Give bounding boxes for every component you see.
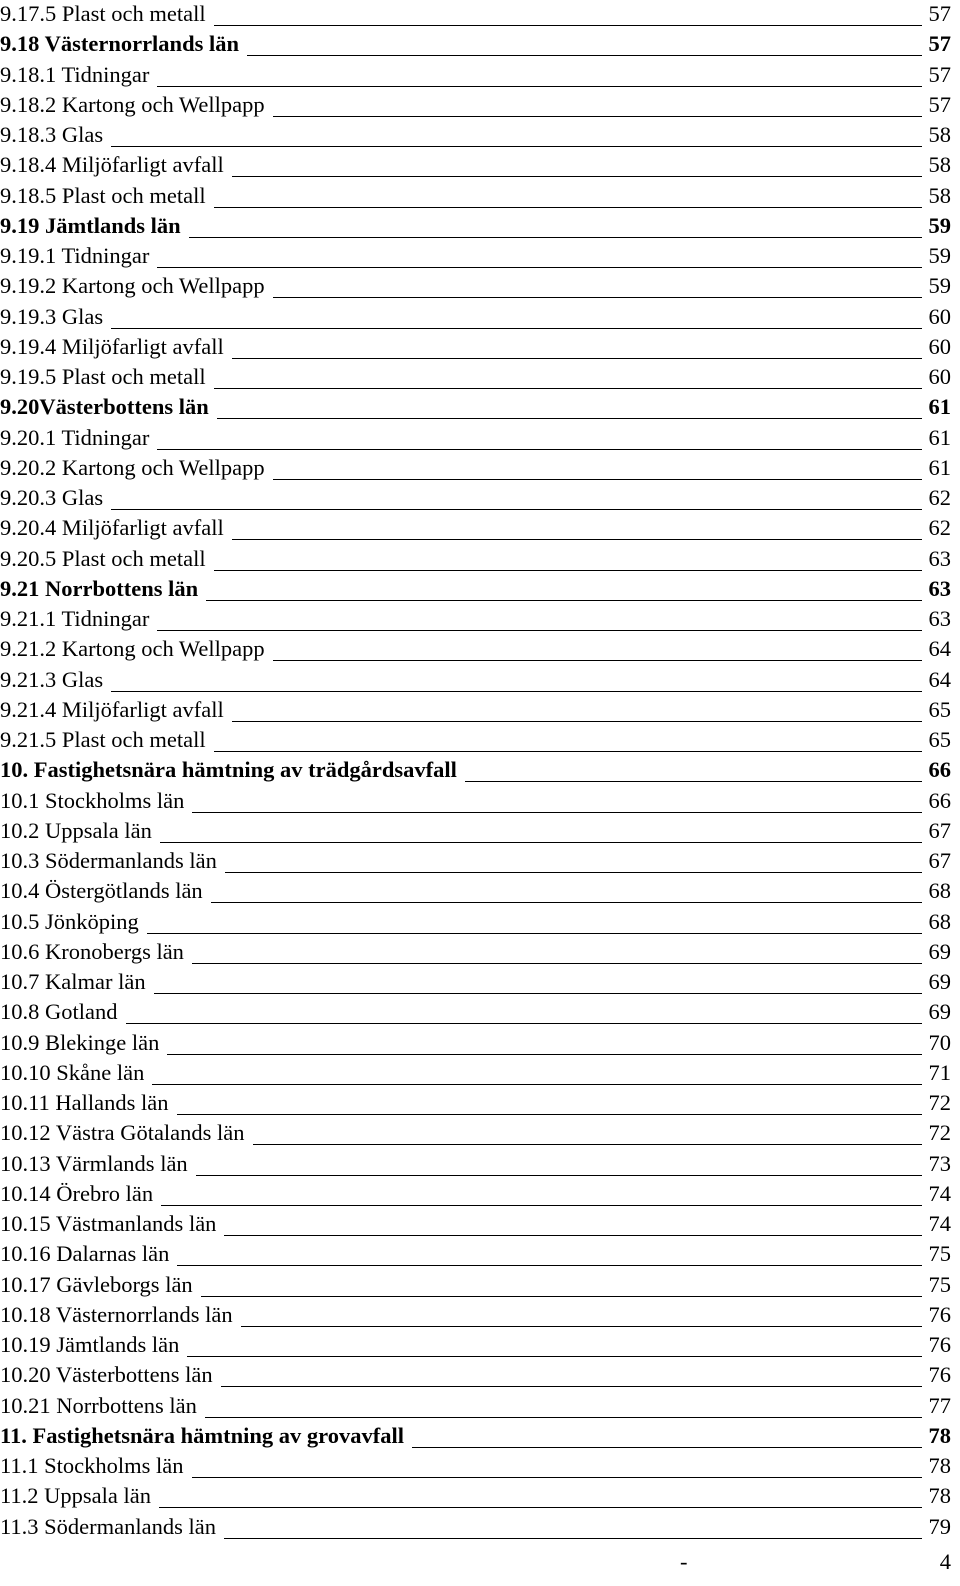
toc-entry-page: 58 [928, 122, 951, 147]
toc-leader-line [225, 872, 922, 873]
toc-entry-label: 11.1 Stockholms län [0, 1453, 184, 1478]
toc-entry[interactable] [0, 212, 951, 242]
toc-entry-label: 9.20.4 Miljöfarligt avfall [0, 515, 224, 541]
toc-entry-label: 9.19.3 Glas [0, 303, 104, 329]
toc-entry-label: 9.20.5 Plast och metall [0, 545, 206, 571]
toc-leader-line [161, 1205, 922, 1206]
toc-leader-line [154, 993, 922, 994]
toc-entry-label: 9.19.5 Plast och metall [0, 364, 206, 389]
toc-entry-page: 74 [928, 1180, 951, 1206]
toc-entry[interactable] [0, 454, 951, 484]
toc-entry-page: 57 [928, 91, 951, 117]
toc-entry[interactable] [0, 363, 951, 393]
toc-entry-label: 10.18 Västernorrlands län [0, 1301, 233, 1327]
toc-leader-line [152, 1084, 922, 1085]
toc-entry-label: 10.15 Västmanlands län [0, 1211, 217, 1236]
toc-entry[interactable] [0, 1059, 951, 1089]
toc-leader-line [177, 1265, 922, 1266]
toc-entry-label: 10.1 Stockholms län [0, 787, 185, 813]
toc-entry[interactable] [0, 182, 951, 212]
toc-leader-line [253, 1144, 922, 1145]
toc-entry-label: 9.20.2 Kartong och Wellpapp [0, 454, 265, 480]
toc-leader-line [206, 600, 922, 601]
toc-entry[interactable] [0, 666, 951, 696]
toc-leader-line [465, 781, 922, 782]
toc-leader-line [232, 176, 922, 177]
toc-leader-line [241, 1326, 922, 1327]
toc-entry-page: 66 [928, 787, 951, 813]
toc-leader-line [214, 570, 922, 571]
toc-entry-label: 9.21.2 Kartong och Wellpapp [0, 636, 265, 662]
toc-entry-page: 74 [928, 1211, 951, 1236]
toc-entry-label: 9.19.1 Tidningar [0, 243, 150, 268]
toc-entry-label: 10.3 Södermanlands län [0, 848, 217, 873]
toc-entry-label: 9.20.1 Tidningar [0, 424, 150, 450]
toc-entry-label: 9.18 Västernorrlands län [0, 31, 239, 57]
toc-entry[interactable] [0, 938, 951, 968]
toc-entry[interactable] [0, 1482, 951, 1512]
toc-leader-line [224, 1538, 922, 1539]
toc-leader-line [159, 1507, 922, 1508]
toc-leader-line [214, 751, 922, 752]
toc-entry-page: 69 [928, 999, 951, 1025]
toc-entry[interactable] [0, 1119, 951, 1149]
toc-entry-label: 10.21 Norrbottens län [0, 1392, 197, 1418]
toc-leader-line [214, 25, 922, 26]
toc-entry-page: 61 [928, 424, 951, 450]
toc-entry-page: 64 [928, 666, 951, 692]
toc-entry-page: 65 [928, 727, 951, 752]
toc-entry[interactable] [0, 968, 951, 998]
toc-entry-page: 72 [928, 1090, 951, 1115]
toc-leader-line [214, 388, 922, 389]
toc-entry[interactable] [0, 91, 951, 121]
toc-leader-line [232, 539, 922, 540]
toc-entry[interactable] [0, 121, 951, 151]
toc-entry-label: 10.19 Jämtlands län [0, 1332, 180, 1357]
toc-entry-page: 61 [928, 454, 951, 480]
toc-entry-label: 10.6 Kronobergs län [0, 938, 184, 964]
footer-dash: - [680, 1549, 688, 1574]
toc-entry-page: 59 [928, 212, 951, 238]
toc-leader-line [147, 933, 922, 934]
toc-entry[interactable] [0, 1513, 951, 1543]
toc-leader-line [157, 86, 922, 87]
toc-entry[interactable] [0, 303, 951, 333]
toc-entry-label: 9.18.4 Miljöfarligt avfall [0, 152, 224, 178]
toc-entry-page: 57 [928, 1, 951, 26]
toc-leader-line [412, 1447, 922, 1448]
toc-entry-page: 60 [928, 303, 951, 329]
toc-entry-label: 9.17.5 Plast och metall [0, 1, 206, 26]
toc-entry-page: 63 [928, 545, 951, 571]
toc-leader-line [192, 1477, 922, 1478]
toc-entry-label: 10.13 Värmlands län [0, 1150, 188, 1176]
toc-entry[interactable] [0, 847, 951, 877]
toc-entry[interactable] [0, 484, 951, 514]
toc-entry[interactable] [0, 1422, 951, 1452]
toc-leader-line [214, 207, 922, 208]
toc-entry-page: 65 [928, 696, 951, 722]
toc-entry[interactable] [0, 817, 951, 847]
toc-leader-line [205, 1417, 922, 1418]
toc-entry-page: 78 [928, 1422, 951, 1448]
toc-entry-page: 76 [928, 1332, 951, 1357]
toc-entry-label: 11. Fastighetsnära hämtning av grovavfall [0, 1422, 404, 1448]
toc-entry-page: 62 [928, 515, 951, 541]
toc-entry-page: 68 [928, 878, 951, 904]
toc-entry-page: 62 [928, 485, 951, 510]
toc-entry[interactable] [0, 1301, 951, 1331]
toc-entry-label: 9.18.1 Tidningar [0, 61, 150, 87]
toc-entry[interactable] [0, 333, 951, 363]
toc-entry[interactable] [0, 1029, 951, 1059]
toc-entry-page: 68 [928, 908, 951, 934]
toc-entry-page: 79 [928, 1513, 951, 1539]
toc-entry-page: 72 [928, 1120, 951, 1146]
toc-leader-line [247, 55, 922, 56]
toc-entry-label: 10.8 Gotland [0, 999, 118, 1025]
toc-entry-label: 9.21.5 Plast och metall [0, 727, 206, 752]
toc-leader-line [273, 479, 922, 480]
toc-entry[interactable] [0, 151, 951, 181]
toc-leader-line [273, 660, 922, 661]
toc-entry[interactable] [0, 1361, 951, 1391]
toc-entry-label: 9.20Västerbottens län [0, 394, 209, 420]
toc-entry-page: 78 [928, 1453, 951, 1478]
toc-leader-line [221, 1386, 922, 1387]
toc-entry-label: 9.19.4 Miljöfarligt avfall [0, 333, 224, 359]
toc-entry-label: 9.18.5 Plast och metall [0, 182, 206, 208]
toc-entry[interactable] [0, 575, 951, 605]
toc-entry-page: 64 [928, 636, 951, 662]
toc-entry[interactable] [0, 1180, 951, 1210]
toc-leader-line [157, 449, 922, 450]
toc-entry-label: 9.19.2 Kartong och Wellpapp [0, 273, 265, 299]
toc-entry-page: 71 [928, 1059, 951, 1085]
toc-entry[interactable] [0, 605, 951, 635]
toc-leader-line [273, 116, 922, 117]
toc-entry-page: 77 [928, 1392, 951, 1418]
toc-entry-label: 10.2 Uppsala län [0, 817, 152, 843]
toc-entry[interactable] [0, 1452, 951, 1482]
toc-leader-line [192, 963, 922, 964]
toc-entry[interactable] [0, 61, 951, 91]
toc-entry[interactable] [0, 1089, 951, 1119]
toc-leader-line [111, 328, 922, 329]
toc-entry-label: 11.2 Uppsala län [0, 1483, 152, 1509]
toc-leader-line [232, 358, 922, 359]
toc-leader-line [224, 1235, 922, 1236]
toc-leader-line [160, 842, 922, 843]
toc-entry[interactable] [0, 696, 951, 726]
toc-leader-line [196, 1175, 922, 1176]
toc-leader-line [189, 237, 922, 238]
toc-leader-line [157, 630, 922, 631]
toc-leader-line [167, 1054, 922, 1055]
toc-entry[interactable] [0, 1271, 951, 1301]
toc-entry-page: 63 [928, 575, 951, 601]
toc-entry-label: 10.5 Jönköping [0, 908, 139, 934]
toc-entry[interactable] [0, 726, 951, 756]
toc-leader-line [111, 146, 922, 147]
toc-entry-page: 58 [928, 182, 951, 208]
toc-leader-line [232, 721, 922, 722]
toc-entry-page: 70 [928, 1029, 951, 1055]
footer-page-number: 4 [939, 1549, 951, 1574]
toc-leader-line [126, 1023, 922, 1024]
toc-entry-page: 67 [928, 848, 951, 873]
toc-entry[interactable] [0, 1331, 951, 1361]
page-footer [0, 1548, 951, 1576]
toc-entry-label: 11.3 Södermanlands län [0, 1513, 217, 1539]
toc-leader-line [217, 418, 922, 419]
toc-leader-line [157, 267, 922, 268]
toc-entry[interactable] [0, 998, 951, 1028]
toc-entry-label: 10.11 Hallands län [0, 1090, 169, 1115]
toc-entry-page: 75 [928, 1271, 951, 1297]
toc-entry-page: 73 [928, 1150, 951, 1176]
toc-entry[interactable] [0, 0, 951, 30]
toc-entry-page: 75 [928, 1241, 951, 1267]
toc-entry[interactable] [0, 272, 951, 302]
toc-entry[interactable] [0, 1210, 951, 1240]
toc-entry[interactable] [0, 30, 951, 60]
toc-entry[interactable] [0, 393, 951, 423]
toc-entry-page: 57 [928, 61, 951, 87]
toc-entry-page: 60 [928, 364, 951, 389]
toc-entry-label: 10.4 Östergötlands län [0, 878, 203, 904]
toc-entry-label: 9.20.3 Glas [0, 485, 104, 510]
toc-leader-line [211, 902, 922, 903]
toc-entry-page: 57 [928, 31, 951, 57]
toc-entry-label: 9.19 Jämtlands län [0, 212, 181, 238]
toc-entry-page: 78 [928, 1483, 951, 1509]
toc-leader-line [177, 1114, 922, 1115]
toc-entry-label: 9.18.3 Glas [0, 122, 104, 147]
toc-leader-line [201, 1296, 922, 1297]
toc-entry-page: 61 [928, 394, 951, 420]
toc-entry-label: 10.10 Skåne län [0, 1059, 145, 1085]
toc-entry[interactable] [0, 908, 951, 938]
toc-entry[interactable] [0, 756, 951, 786]
toc-entry-label: 9.21.3 Glas [0, 666, 104, 692]
toc-entry-page: 69 [928, 969, 951, 994]
toc-entry-label: 10.14 Örebro län [0, 1180, 154, 1206]
toc-entry-page: 76 [928, 1301, 951, 1327]
toc-entry[interactable] [0, 787, 951, 817]
toc-leader-line [273, 297, 922, 298]
toc-entry-label: 9.21.1 Tidningar [0, 606, 150, 631]
toc-entry-label: 9.21.4 Miljöfarligt avfall [0, 696, 224, 722]
toc-entry-page: 69 [928, 938, 951, 964]
toc-entry-page: 60 [928, 333, 951, 359]
toc-entry[interactable] [0, 1392, 951, 1422]
toc-entry-label: 10.7 Kalmar län [0, 969, 146, 994]
toc-entry-label: 9.21 Norrbottens län [0, 575, 199, 601]
toc-entry[interactable] [0, 1240, 951, 1270]
toc-entry[interactable] [0, 242, 951, 272]
toc-leader-line [111, 691, 922, 692]
toc-entry-page: 63 [928, 606, 951, 631]
toc-entry[interactable] [0, 635, 951, 665]
toc-entry-page: 67 [928, 817, 951, 843]
toc-leader-line [192, 812, 922, 813]
toc-leader-line [111, 509, 922, 510]
toc-entry-label: 10.12 Västra Götalands län [0, 1120, 245, 1146]
toc-entry[interactable] [0, 514, 951, 544]
toc-entry-page: 59 [928, 243, 951, 268]
toc-entry-page: 66 [928, 757, 951, 783]
toc-entry-label: 10.20 Västerbottens län [0, 1362, 213, 1388]
toc-entry-page: 58 [928, 152, 951, 178]
toc-entry-label: 10.9 Blekinge län [0, 1029, 160, 1055]
toc-entry[interactable] [0, 545, 951, 575]
toc-entry-page: 76 [928, 1362, 951, 1388]
toc-entry-label: 10.17 Gävleborgs län [0, 1271, 193, 1297]
toc-entry[interactable] [0, 1150, 951, 1180]
toc-entry-label: 9.18.2 Kartong och Wellpapp [0, 91, 265, 117]
toc-entry[interactable] [0, 424, 951, 454]
toc-entry-label: 10.16 Dalarnas län [0, 1241, 170, 1267]
toc-leader-line [187, 1356, 922, 1357]
toc-entry[interactable] [0, 877, 951, 907]
toc-entry-label: 10. Fastighetsnära hämtning av trädgårdsavfall [0, 757, 457, 783]
toc-entry-page: 59 [928, 273, 951, 299]
